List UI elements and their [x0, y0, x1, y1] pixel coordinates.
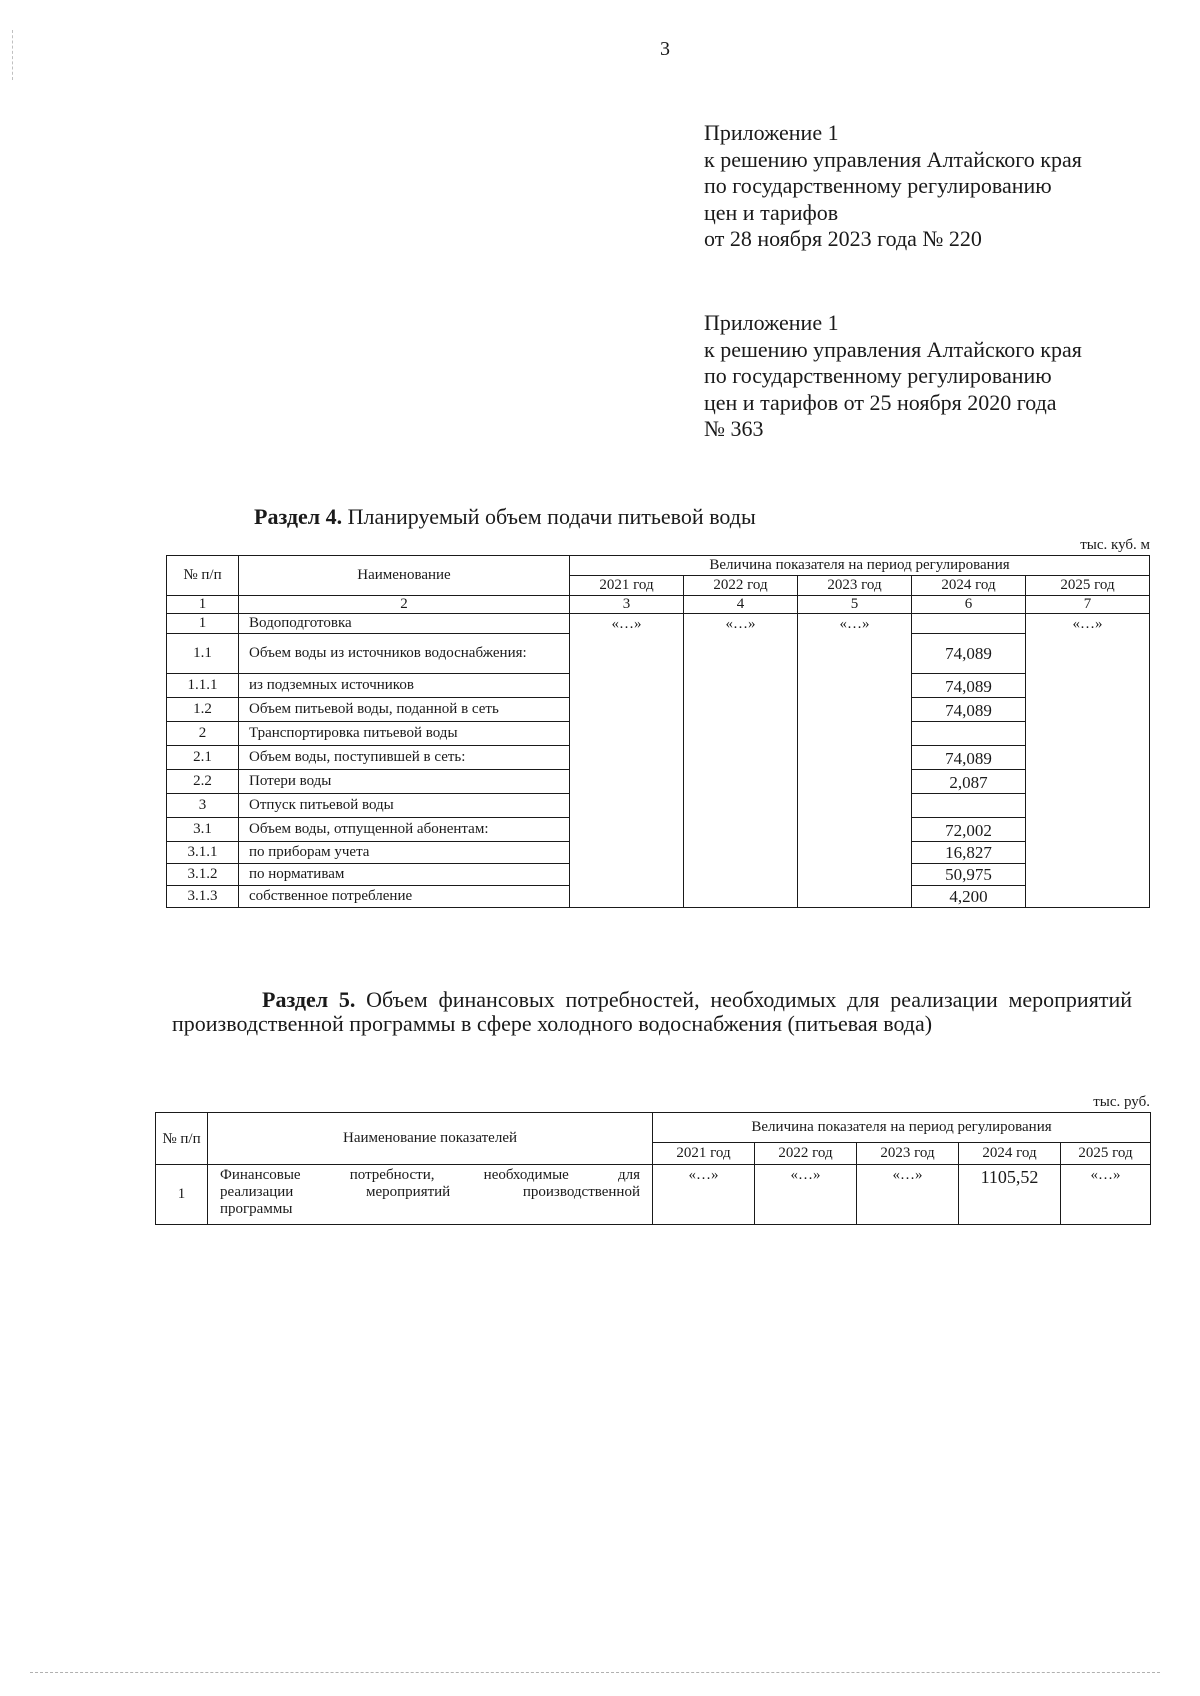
col-number: 2	[239, 596, 570, 614]
row-num: 3.1	[167, 818, 239, 842]
row-num: 3	[167, 794, 239, 818]
row-name: Потери воды	[239, 770, 570, 794]
value-2024	[912, 722, 1026, 746]
appendix-line: Приложение 1	[704, 120, 839, 145]
row-name: по нормативам	[239, 864, 570, 886]
header-year: 2022 год	[755, 1143, 857, 1165]
appendix-line: по государственному регулированию	[704, 363, 1052, 389]
page-number: 3	[660, 38, 670, 60]
header-name: Наименование показателей	[208, 1113, 653, 1165]
row-name: Отпуск питьевой воды	[239, 794, 570, 818]
row-num: 1	[156, 1165, 208, 1225]
row-name	[208, 1165, 653, 1225]
row-name: Объем воды, поступившей в сеть:	[239, 746, 570, 770]
value-2025-placeholder: «…»	[1026, 614, 1150, 908]
header-year: 2024 год	[912, 576, 1026, 596]
header-name: Наименование	[239, 556, 570, 596]
section4-title-bold: Раздел 4.	[254, 504, 343, 529]
water-volume-table	[166, 555, 1150, 908]
header-period: Величина показателя на период регулирования	[653, 1113, 1151, 1143]
row-name: из подземных источников	[239, 674, 570, 698]
appendix-line: от 28 ноября 2023 года № 220	[704, 226, 982, 252]
value-2022-placeholder: «…»	[684, 614, 798, 908]
row-num: 3.1.3	[167, 886, 239, 908]
table-row	[167, 614, 1150, 634]
appendix-line: цен и тарифов	[704, 199, 839, 225]
row-name: по приборам учета	[239, 842, 570, 864]
row-num: 1.2	[167, 698, 239, 722]
appendix-line: цен и тарифов от 25 ноября 2020 года	[704, 389, 1057, 415]
value-2023-placeholder: «…»	[798, 614, 912, 908]
row-name: Водоподготовка	[239, 614, 570, 634]
row-name-line: Финансовые потребности, необходимые для	[220, 1167, 640, 1183]
section4-title-text: Планируемый объем подачи питьевой воды	[342, 504, 756, 529]
value-2021: «…»	[653, 1165, 755, 1225]
row-num: 1	[167, 614, 239, 634]
scan-artifact-line	[30, 1672, 1160, 1674]
financial-needs-table	[155, 1112, 1151, 1225]
value-2021-placeholder: «…»	[570, 614, 684, 908]
header-year: 2021 год	[570, 576, 684, 596]
section5-title-bold: Раздел 5.	[262, 987, 356, 1012]
header-num: № п/п	[156, 1113, 208, 1165]
section4-unit: тыс. куб. м	[1080, 537, 1150, 553]
appendix-line: № 363	[704, 416, 764, 442]
row-name-line: программы	[220, 1201, 293, 1217]
header-num: № п/п	[167, 556, 239, 596]
row-num: 2	[167, 722, 239, 746]
row-name-line: реализации мероприятий производственной	[220, 1184, 640, 1200]
col-number: 1	[167, 596, 239, 614]
value-2022: «…»	[755, 1165, 857, 1225]
value-2024	[912, 794, 1026, 818]
appendix-line: к решению управления Алтайского края	[704, 146, 1082, 172]
col-number: 6	[912, 596, 1026, 614]
row-num: 2.2	[167, 770, 239, 794]
value-2024: 2,087	[912, 770, 1026, 794]
table-row	[156, 1165, 1151, 1225]
col-number: 5	[798, 596, 912, 614]
header-year: 2025 год	[1026, 576, 1150, 596]
value-2024: 16,827	[912, 842, 1026, 864]
header-year: 2021 год	[653, 1143, 755, 1165]
value-2024: 50,975	[912, 864, 1026, 886]
row-num: 1.1	[167, 634, 239, 674]
section4-title	[254, 504, 756, 530]
row-name: Объем воды из источников водоснабжения:	[239, 634, 570, 674]
value-2024: 1105,52	[959, 1165, 1061, 1225]
appendix-line: Приложение 1	[704, 310, 839, 335]
col-number: 3	[570, 596, 684, 614]
row-name: Транспортировка питьевой воды	[239, 722, 570, 746]
value-2024: 74,089	[912, 746, 1026, 770]
header-year: 2022 год	[684, 576, 798, 596]
value-2024: 74,089	[912, 674, 1026, 698]
section5-title	[172, 988, 1132, 1036]
value-2024: 74,089	[912, 698, 1026, 722]
appendix-line: к решению управления Алтайского края	[704, 336, 1082, 362]
row-name: Объем воды, отпущенной абонентам:	[239, 818, 570, 842]
col-number: 7	[1026, 596, 1150, 614]
row-name: Объем питьевой воды, поданной в сеть	[239, 698, 570, 722]
appendix-block-current	[704, 120, 1144, 253]
value-2025: «…»	[1061, 1165, 1151, 1225]
header-period: Величина показателя на период регулирования	[570, 556, 1150, 576]
header-year: 2023 год	[857, 1143, 959, 1165]
row-name: собственное потребление	[239, 886, 570, 908]
row-num: 1.1.1	[167, 674, 239, 698]
appendix-block-original	[704, 310, 1144, 443]
section5-title-text: Объем финансовых потребностей, необходимых для реализации мероприятий производственной программы в сфере холодного водоснабжения (питьевая вода)	[172, 987, 1132, 1036]
value-2024: 4,200	[912, 886, 1026, 908]
row-num: 3.1.1	[167, 842, 239, 864]
header-year: 2023 год	[798, 576, 912, 596]
header-year: 2025 год	[1061, 1143, 1151, 1165]
appendix-line: по государственному регулированию	[704, 173, 1052, 199]
header-year: 2024 год	[959, 1143, 1061, 1165]
value-2024: 74,089	[912, 634, 1026, 674]
value-2024: 72,002	[912, 818, 1026, 842]
value-2023: «…»	[857, 1165, 959, 1225]
value-2024	[912, 614, 1026, 634]
col-number: 4	[684, 596, 798, 614]
row-num: 2.1	[167, 746, 239, 770]
row-num: 3.1.2	[167, 864, 239, 886]
section5-unit: тыс. руб.	[1093, 1094, 1150, 1110]
